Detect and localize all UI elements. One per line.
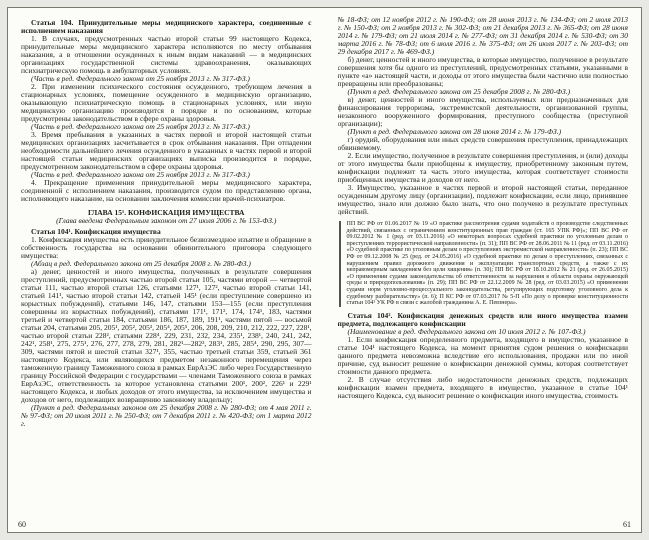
judicial-practice-note: ПП ВС РФ от 01.06.2017 № 19 «О практике рассмотрения судами ходатайств о производстве следственных действий, связанных с ограничением конституционных прав граждан (ст. 165 УПК РФ)»; ПП ВС РФ от 09.02.2012 № 1 (ред. от 03.11.2016) «О некоторых вопросах судебной практики по уголовным делам о преступлениях террористической направленности» (п. 31); ПП ВС РФ от 28.06.2011 № 11 (ред. от 03.11.2016) «О судебной практике по уголовным делам о преступлениях экстремистской направленности» (п. 23); ПП ВС РФ от 09.12.2008 № 25 (ред. от 24.05.2016) «О судебной практике по делам о преступлениях, связанных с нарушением правил дорожного движения и эксплуатации транспортных средств, а также с их неправомерным завладением без цели хищения» (п. 30); ПП ВС РФ от 18.10.2012 № 21 (ред. от 26.05.2015) «О применении судами законодательства об ответственности за нарушения в области охраны окружающей среды и природопользования» (п. 29); ПП ВС РФ от 22.12.2009 № 28 (ред. от 03.03.2015) «О применении судами норм уголовно-процессуального законодательства, регулирующих подготовку уголовного дела к судебному разбирательству» (п. 6); П КС РФ от 07.03.2017 № 5-П «По делу о проверке конституционности статьи 104¹ УК РФ в связи с жалобой гражданина А. Е. Певзнера». (339, 221, 629, 307)
chapter-15-1-heading: ГЛАВА 15¹. КОНФИСКАЦИЯ ИМУЩЕСТВА (88, 208, 245, 217)
amendment-note-2: (Часть в ред. Федерального закона от 25 ноября 2013 г. № 317-ФЗ.) (31, 122, 250, 131)
article-104-part-2: 2. При изменении психического состояния осужденного, требующем лечения в стационарных условиях, помещение осужденного в медицинскую организацию, оказывающую психиатрическую помощь в стационарных условиях, или иную медицинскую организацию производится в порядке и по основаниям, которые предусмотрены законодательством в сфере охраны здоровья. (21, 82, 312, 123)
amendment-note-7: (Пункт в ред. Федерального закона от 28 июня 2014 г. № 179-ФЗ.) (347, 127, 562, 136)
amendment-note-8: (Наименование в ред. Федерального закона от 10 июля 2012 г. № 107-ФЗ.) (347, 326, 586, 336)
article-104-heading: Статья 104. Принудительные меры медицинского характера, соединенные с исполнением наказания (21, 18, 312, 35)
amendment-note-6: (Пункт в ред. Федерального закона от 25 декабря 2008 г. № 280-ФЗ.) (347, 87, 571, 96)
article-104-1-part-3: 3. Имущество, указанное в частях первой и второй настоящей статьи, переданное осужденным другому лицу (организации), подлежит конфискации, если лицо, принявшее имущество, знало или должно было знать, что оно получено в результате преступных действий. (337, 183, 628, 216)
amendment-note-4: (Абзац в ред. Федерального закона от 25 декабря 2008 г. № 280-ФЗ.) (31, 259, 251, 268)
page-number-left: 60 (18, 520, 26, 529)
article-104-1-heading: Статья 104¹. Конфискация имущества (31, 227, 161, 236)
article-104-part-3: 3. Время пребывания в указанных в частях первой и второй настоящей статьи медицинских организациях засчитывается в срок отбывания наказания. При отпадении необходимости дальнейшего лечения осужденного в указанных в частях первой и второй настоящей статьи медицинских организациях выписка производится в порядке, предусмотренном законодательством в сфере охраны здоровья. (21, 130, 312, 171)
article-104-1-point-g: г) орудий, оборудования или иных средств совершения преступления, принадлежащих обвиняемому. (337, 135, 628, 152)
amendment-note-3: (Часть в ред. Федерального закона от 25 ноября 2013 г. № 317-ФЗ.) (31, 170, 250, 179)
amendment-note-continuation: № 18-ФЗ; от 12 ноября 2012 г. № 190-ФЗ; от 28 июня 2013 г. № 134-ФЗ; от 2 июля 2013 г. № 150-ФЗ; от 2 ноября 2013 г. № 302-ФЗ; от 21 декабря 2013 г. № 365-ФЗ; от 28 июня 2014 г. № 179-ФЗ; от 21 июля 2014 г. № 277-ФЗ; от 31 декабря 2014 г. № 530-ФЗ; от 30 марта 2016 г. № 78-ФЗ; от 6 июля 2016 г. № 375-ФЗ; от 26 июля 2017 г. № 203-ФЗ; от 29 декабря 2017 г. № 469-ФЗ.) (337, 16, 628, 56)
amendment-note-1: (Часть в ред. Федерального закона от 25 ноября 2013 г. № 317-ФЗ.) (31, 74, 250, 83)
article-104-1-point-a: а) денег, ценностей и иного имущества, полученных в результате совершения преступлений, предусмотренных частью второй статьи 105, частями второй — четвертой статьи 111, частью второй статьи 126, статьями 127¹, 127², частью второй статьи 141, статьей 141¹, частью второй статьи 142, статьей 145¹ (если преступление совершено из корыстных побуждений), статьями 146, 147, статьями 153—155 (если преступления совершены из корыстных побуждений), статьями 171¹, 171², 174, 174¹, 183, частями третьей и четвертой статьи 184, статьями 186, 187, 189, 191¹, частями пятой — восьмой статьи 204, статьями 205, 205¹, 205², 205³, 205⁴, 205⁵, 206, 208, 209, 210, 212, 222, 227, 228¹, частью второй статьи 228², статьями 228⁴, 229, 231, 232, 234, 235¹, 238¹, 240, 241, 242, 242¹, 258¹, 275, 275¹, 276, 277, 278, 279, 281, 282¹—282³, 283¹, 285, 285⁴, 290, 295, 307—309, частями пятой и шестой статьи 327¹, 355, частью третьей статьи 359, статьей 361 настоящего Кодекса, или являющихся предметом незаконного перемещения через таможенную границу Таможенного союза в рамках ЕврАзЭС либо через Государственную границу Российской Федерации с государствами — членами Таможенного союза в рамках ЕврАзЭС, ответственность за которое установлена статьями 200¹, 200², 226¹ и 229¹ настоящего Кодекса, и любых доходов от этого имущества, за исключением имущества и доходов от него, подлежащих возвращению законному владельцу; (21, 267, 312, 404)
page-left (18, 16, 312, 529)
article-104-2-part-1: 1. Если конфискация определенного предмета, входящего в имущество, указанное в статье 104¹ настоящего Кодекса, на момент принятия судом решения о конфискации данного предмета невозможна вследствие его использования, продажи или по иной причине, суд выносит решение о конфискации денежной суммы, которая соответствует стоимости данного предмета. (337, 334, 628, 376)
page-right-text (338, 16, 629, 517)
article-104-part-1: 1. В случаях, предусмотренных частью второй статьи 99 настоящего Кодекса, принудительные меры медицинского характера исполняются по месту отбывания наказания, а в отношении осужденных к иным видам наказаний — в медицинских организациях государственной системы здравоохранения, оказывающих психиатрическую помощь в амбулаторных условиях. (21, 34, 312, 75)
article-104-1-point-v: в) денег, ценностей и иного имущества, используемых или предназначенных для финансирования терроризма, экстремистской деятельности, организованной группы, незаконного вооруженного формирования, преступного сообщества (преступной организации); (337, 95, 628, 128)
page-number-right: 61 (623, 520, 631, 529)
book-spread (7, 7, 642, 533)
article-104-1-part-1-intro: 1. Конфискация имущества есть принудительное безвозмездное изъятие и обращение в собственность государства на основании обвинительного приговора следующего имущества: (21, 235, 312, 260)
article-104-2-part-2: 2. В случае отсутствия либо недостаточности денежных средств, подлежащих конфискации взамен предмета, входящего в имущество, указанное в статье 104¹ настоящего Кодекса, суд выносит решение о конфискации иного имущества, стоимость (337, 374, 628, 400)
article-104-1-part-2: 2. Если имущество, полученное в результате совершения преступления, и (или) доходы от этого имущества были приобщены к имуществу, приобретенному законным путем, конфискации подлежит та часть этого имущества, которая соответствует стоимости приобщенных имущества и доходов от него. (337, 151, 628, 184)
article-104-1-point-b: б) денег, ценностей и иного имущества, в которые имущество, полученное в результате совершения хотя бы одного из преступлений, предусмотренных статьями, указанными в пункте «а» настоящей части, и доходы от этого имущества были частично или полностью превращены или преобразованы; (337, 55, 628, 88)
page-left-text (21, 16, 312, 517)
amendment-note-5: (Пункт в ред. Федеральных законов от 25 декабря 2008 г. № 280-ФЗ; от 4 мая 2011 г. № 97-ФЗ; от 20 июля 2011 г. № 250-ФЗ; от 7 декабря 2011 г. № 420-ФЗ; от 1 марта 2012 г. (21, 403, 312, 428)
article-104-2-heading: Статья 104². Конфискация денежных средств или иного имущества взамен предмета, подлежащего конфискации (337, 310, 628, 328)
page-right (337, 16, 631, 529)
article-104-part-4: 4. Прекращение применения принудительной меры медицинского характера, соединенной с исполнением наказания, производится судом по представлению органа, исполняющего наказание, на основании заключения комиссии врачей-психиатров. (21, 178, 312, 203)
chapter-15-1-note: (Глава введена Федеральным законом от 27 июля 2006 г. № 153-ФЗ.) (56, 216, 277, 225)
